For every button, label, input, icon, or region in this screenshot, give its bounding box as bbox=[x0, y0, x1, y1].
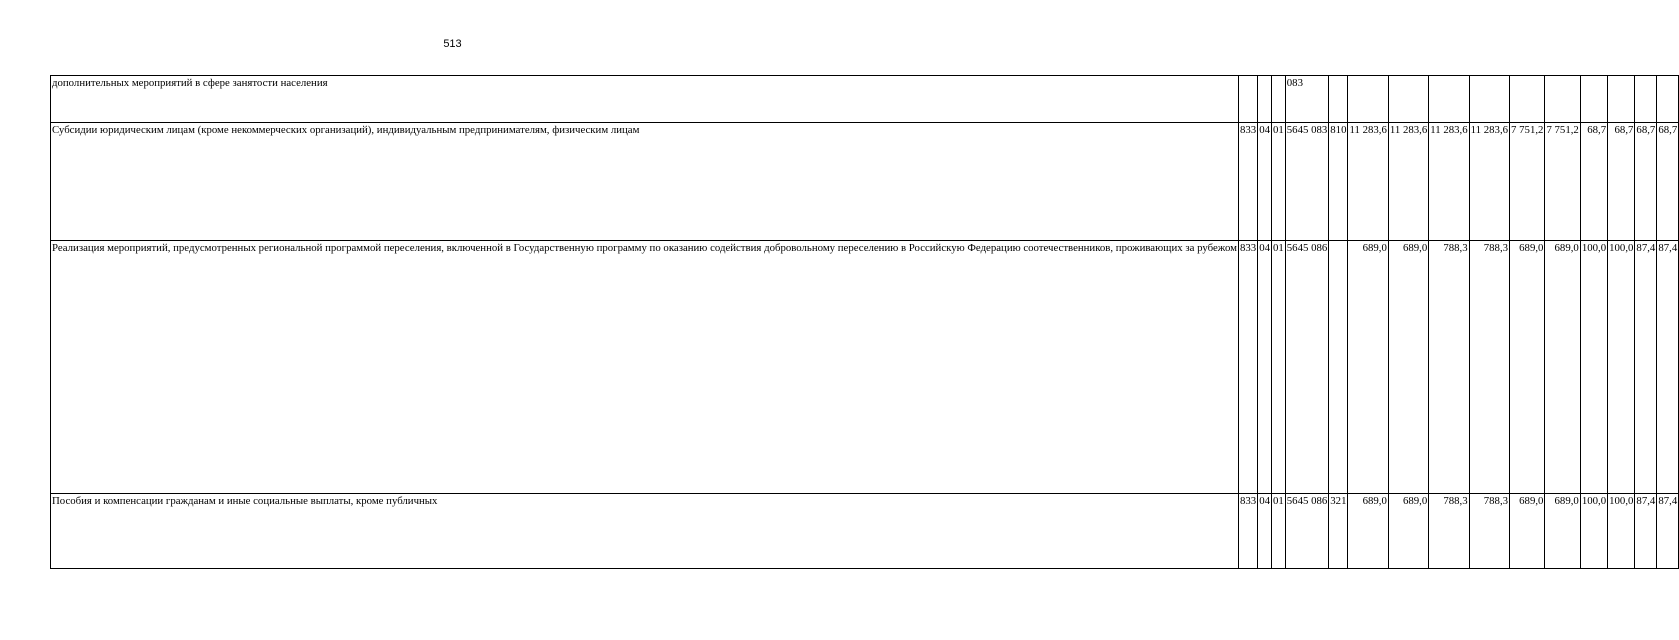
subsection-code: 01 bbox=[1271, 123, 1285, 241]
value-cell: 68,7 bbox=[1635, 123, 1657, 241]
target-article-code: 083 bbox=[1285, 76, 1329, 123]
subsection-code: 01 bbox=[1271, 494, 1285, 569]
row-name: Пособия и компенсации гражданам и иные социальные выплаты, кроме публичных bbox=[51, 494, 1239, 569]
gov-code: 833 bbox=[1238, 241, 1257, 494]
value-cell bbox=[1388, 76, 1428, 123]
row-name: Субсидии юридическим лицам (кроме некоммерческих организаций), индивидуальным предпринимателям, физическим лицам bbox=[51, 123, 1239, 241]
value-cell: 11 283,6 bbox=[1348, 123, 1388, 241]
section-code bbox=[1258, 76, 1272, 123]
value-cell bbox=[1608, 76, 1635, 123]
value-cell: 87,4 bbox=[1635, 494, 1657, 569]
value-cell: 87,4 bbox=[1657, 494, 1679, 569]
subsection-code bbox=[1271, 76, 1285, 123]
section-code: 04 bbox=[1258, 123, 1272, 241]
value-cell bbox=[1657, 76, 1679, 123]
value-cell: 689,0 bbox=[1348, 241, 1388, 494]
value-cell: 689,0 bbox=[1545, 494, 1580, 569]
row-name: Реализация мероприятий, предусмотренных региональной программой переселения, включенной в Государственную программу по оказанию содействия добровольному переселению в Российскую Федерацию соотечественников, проживающих за рубежом bbox=[51, 241, 1239, 494]
value-cell bbox=[1348, 76, 1388, 123]
subsection-code: 01 bbox=[1271, 241, 1285, 494]
value-cell: 7 751,2 bbox=[1545, 123, 1580, 241]
row-name: дополнительных мероприятий в сфере занятости населения bbox=[51, 76, 1239, 123]
target-article-code: 5645 083 bbox=[1285, 123, 1329, 241]
value-cell: 11 283,6 bbox=[1388, 123, 1428, 241]
expense-type-code bbox=[1329, 241, 1348, 494]
expense-type-code: 321 bbox=[1329, 494, 1348, 569]
value-cell: 11 283,6 bbox=[1429, 123, 1469, 241]
gov-code: 833 bbox=[1238, 494, 1257, 569]
value-cell bbox=[1469, 76, 1509, 123]
value-cell: 788,3 bbox=[1429, 494, 1469, 569]
value-cell: 68,7 bbox=[1608, 123, 1635, 241]
value-cell: 689,0 bbox=[1510, 494, 1545, 569]
budget-table bbox=[50, 75, 1679, 569]
value-cell bbox=[1635, 76, 1657, 123]
value-cell: 68,7 bbox=[1657, 123, 1679, 241]
value-cell bbox=[1429, 76, 1469, 123]
value-cell: 689,0 bbox=[1545, 241, 1580, 494]
value-cell: 87,4 bbox=[1657, 241, 1679, 494]
value-cell: 7 751,2 bbox=[1510, 123, 1545, 241]
value-cell: 68,7 bbox=[1580, 123, 1607, 241]
value-cell: 11 283,6 bbox=[1469, 123, 1509, 241]
value-cell: 788,3 bbox=[1469, 241, 1509, 494]
gov-code: 833 bbox=[1238, 123, 1257, 241]
expense-type-code bbox=[1329, 76, 1348, 123]
value-cell bbox=[1580, 76, 1607, 123]
target-article-code: 5645 086 bbox=[1285, 494, 1329, 569]
page-number: 513 bbox=[443, 38, 462, 50]
table-row bbox=[51, 494, 1679, 569]
target-article-code: 5645 086 bbox=[1285, 241, 1329, 494]
value-cell: 87,4 bbox=[1635, 241, 1657, 494]
section-code: 04 bbox=[1258, 494, 1272, 569]
gov-code bbox=[1238, 76, 1257, 123]
expense-type-code: 810 bbox=[1329, 123, 1348, 241]
value-cell: 788,3 bbox=[1429, 241, 1469, 494]
value-cell: 100,0 bbox=[1580, 241, 1607, 494]
section-code: 04 bbox=[1258, 241, 1272, 494]
value-cell bbox=[1545, 76, 1580, 123]
table-row bbox=[51, 123, 1679, 241]
value-cell: 100,0 bbox=[1580, 494, 1607, 569]
value-cell: 100,0 bbox=[1608, 241, 1635, 494]
value-cell: 100,0 bbox=[1608, 494, 1635, 569]
table-row bbox=[51, 241, 1679, 494]
value-cell bbox=[1510, 76, 1545, 123]
value-cell: 689,0 bbox=[1388, 494, 1428, 569]
value-cell: 689,0 bbox=[1510, 241, 1545, 494]
value-cell: 788,3 bbox=[1469, 494, 1509, 569]
value-cell: 689,0 bbox=[1348, 494, 1388, 569]
value-cell: 689,0 bbox=[1388, 241, 1428, 494]
table-row bbox=[51, 76, 1679, 123]
